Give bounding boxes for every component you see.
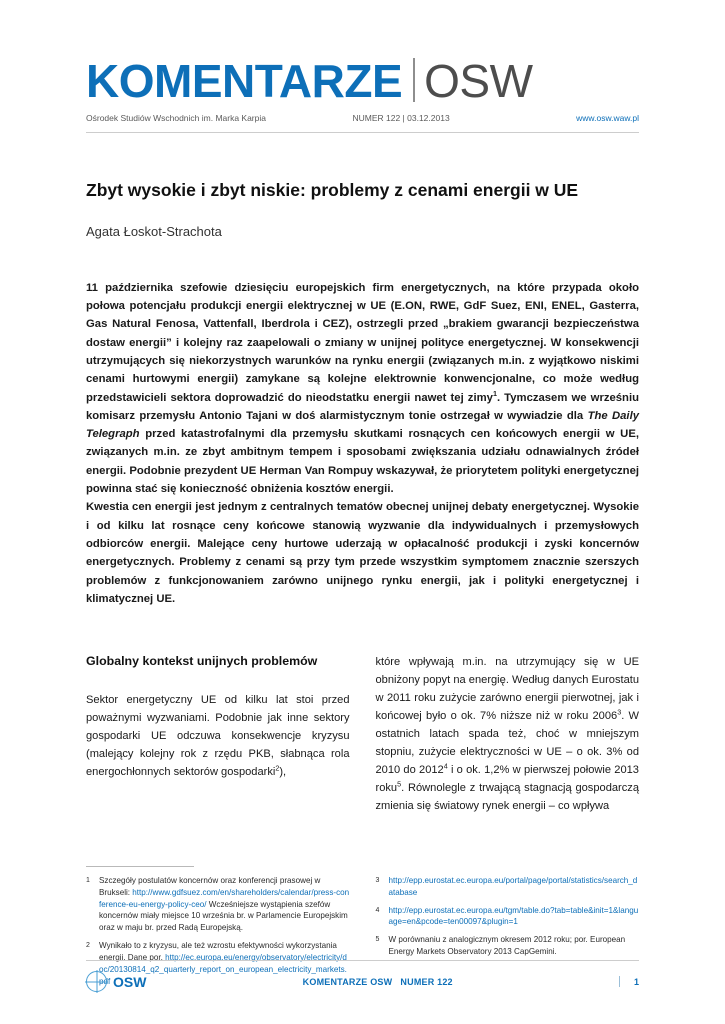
logo-secondary-text: OSW: [424, 55, 533, 107]
right-text-b: . W ostatnich latach spada też, choć w mniejszym stopniu, zużycie elektryczności w UE – o ok. 3% od 2010 do 2012: [375, 710, 639, 776]
footer-bar-divider: [619, 976, 620, 987]
footnote-number: 5: [375, 936, 380, 944]
masthead-subline: [86, 113, 639, 123]
lead-paragraph-1: [86, 279, 639, 499]
logo-primary-text: KOMENTARZE: [86, 55, 403, 107]
footnote-link[interactable]: http://epp.eurostat.ec.europa.eu/tgm/table.do?tab=table&init=1&language=en&pcode=ten00097&plugin=1: [388, 905, 639, 927]
footer-logo-text: OSW: [113, 973, 147, 990]
footnote-number: 2: [86, 942, 90, 950]
author-name: Agata Łoskot-Strachota: [86, 223, 222, 239]
institution-name: Ośrodek Studiów Wschodnich im. Marka Karpia: [86, 113, 266, 123]
website-link[interactable]: www.osw.waw.pl: [576, 113, 639, 123]
right-text-d: . Równolegle z trwającą stagnacją gospodarczą zmienia się światowy rynek energii – co wpływa: [375, 781, 639, 812]
footnote-link[interactable]: http://www.gdfsuez.com/en/shareholders/calendar/press-conference-eu-energy-policy-ceo/: [99, 887, 350, 909]
footnote-number: 4: [375, 906, 380, 914]
section-heading: Globalny kontekst unijnych problemów: [86, 654, 318, 669]
left-text-a: Sektor energetyczny UE od kilku lat stoi przed poważnymi wyzwaniami. Podobnie jak inne sektory gospodarki UE odczuwa konsekwencje kryzysu (malejący kolejny rok z rzędu PKB, słabnąca rola energochłonnych sektorów gospodarki: [86, 694, 350, 778]
lead-p1-part-c: przed katastrofalnymi dla przemysłu skutkami rosnących cen końcowych energii w UE, związanych m.in. ze zbyt ambitnym tempem i sposobami zwiększania udziału odnawialnych źródeł energii. Podobnie prezydent UE Herman Van Rompuy wskazywał, że priorytetem polityki energetycznej powinna stać się konieczność obniżenia kosztów energii.: [86, 428, 639, 496]
lead-p1-part-b: . Tymczasem we wrześniu komisarz przemysłu Antonio Tajani w doś alarmistycznym tonie ostrzegał w wywiadzie dla: [86, 391, 639, 422]
left-column-text: [86, 692, 350, 782]
footnote-body: Wynikało to z kryzysu, ale też wzrostu efektywności wykorzystania energii. Dane por.: [99, 941, 337, 962]
footnote-ref-3[interactable]: 3: [617, 707, 622, 717]
main-columns: [86, 632, 639, 816]
footer-logo: [86, 971, 146, 992]
footnote-number: 1: [86, 877, 90, 884]
right-column-text: [376, 654, 640, 816]
footnote-item: [376, 875, 640, 899]
footnote-link[interactable]: http://ec.europa.eu/energy/observatory/electricity/doc/20130814_q2_quarterly_report_on_european_electricity_markets.pdf: [99, 952, 347, 986]
footer-center-label: [146, 977, 619, 987]
footnote-item: [376, 934, 640, 958]
footer-series-name: KOMENTARZE OSW: [302, 976, 393, 987]
footnote-item: [86, 875, 350, 934]
lead-paragraphs: [86, 279, 639, 608]
right-paragraph: [376, 654, 640, 816]
footnote-separator: [86, 866, 194, 867]
masthead: [86, 0, 639, 133]
footnote-number: 3: [375, 877, 380, 884]
footnote-item: [376, 905, 640, 929]
publication-logo: [86, 55, 639, 107]
column-right: [376, 632, 640, 816]
footer-divider: [86, 960, 639, 961]
page-footer: [86, 960, 639, 992]
footnote-body: W porównaniu z analogicznym okresem 2012 roku; por. European Energy Markets Observatory 2013 CapGemini.: [388, 935, 626, 957]
footnote-ref-5[interactable]: 5: [397, 779, 402, 789]
footer-page-area: [619, 976, 639, 987]
footnote-link[interactable]: http://epp.eurostat.ec.europa.eu/portal/page/portal/statistics/search_database: [388, 876, 638, 897]
page-title: Zbyt wysokie i zbyt niskie: problemy z cenami energii w UE: [86, 180, 579, 200]
column-left: [86, 632, 350, 816]
lead-paragraph-2: Kwestia cen energii jest jednym z centralnych tematów obecnej unijnej debaty energetycznej. Wysokie i od kilku lat rosnące ceny końcowe stanowią wyzwanie dla indywidualnych i przemysłowych odbiorców energii. Malejące ceny hurtowe uderzają w opłacalność produkcji i zyski koncernów energetycznych. Problemy z cenami są przy tym przede wszystkim symptomem znacznie szerszych problemów z funkcjonowaniem zarówno unijnego rynku energii, jak i polityki energetycznej i klimatycznej UE.: [86, 501, 639, 605]
masthead-divider: [86, 132, 639, 133]
right-text-a: które wpływają m.in. na utrzymujący się w UE obniżony popyt na energię. Według danych Eurostatu w 2011 roku zużycie zarówno energii pierwotnej, jak i końcowej było o ok. 7% niższe niż w roku 2006: [375, 656, 639, 722]
footnote-text: [389, 905, 640, 929]
lead-p1-emphasis: The Daily Telegraph: [86, 409, 639, 441]
left-paragraph: [86, 692, 350, 782]
issue-info: NUMER 122 | 03.12.2013: [352, 113, 450, 123]
page-number: 1: [633, 976, 639, 987]
footnote-body: Szczegóły postulatów koncernów oraz konferencji prasowej w Brukseli:: [99, 876, 321, 897]
footnote-ref-4[interactable]: 4: [443, 761, 448, 771]
footnote-text: [99, 875, 350, 934]
footnote-text: [389, 875, 640, 899]
footnote-text: [389, 934, 640, 958]
left-text-b: ),: [279, 765, 287, 778]
lead-p1-part-a: 11 października szefowie dziesięciu europejskich firm energetycznych, na które przypada około połowa potencjału produkcji energii elektrycznej w UE (E.ON, RWE, GdF Suez, ENI, ENEL, Gasterra, Gas Natural Fenosa, Vattenfall, Iberdrola i CEZ), ostrzegli przed „brakiem gwarancji bezpieczeństwa dostaw energii” i kolejny raz zaapelowali o zmiany w unijnej polityce energetycznej. W konsekwencji utrzymujących się niekorzystnych warunków na rynku energii (związanych m.in. z wyjątkowo niskimi cenami hurtowymi energii) zamykane są kolejne elektrownie konwencjonalne, co może według przedstawicieli sektora doprowadzić do nieodstatku energii nawet tej zimy: [86, 281, 639, 404]
footer-row: [86, 971, 639, 992]
footer-issue-number: NUMER 122: [400, 976, 453, 987]
globe-icon: [86, 971, 107, 992]
footnote-ref-2[interactable]: 2: [275, 763, 280, 773]
right-text-c: i o ok. 1,2% w pierwszej połowie 2013 roku: [375, 763, 639, 794]
footnote-ref-1[interactable]: 1: [492, 388, 497, 398]
logo-divider: [413, 58, 415, 102]
footnote-tail: Wcześniejsze wystąpienia szefów koncernów miały miejsce 10 września br. w Parlamencie Europejskim oraz w maju br. przed Radą Europejską.: [99, 899, 348, 933]
